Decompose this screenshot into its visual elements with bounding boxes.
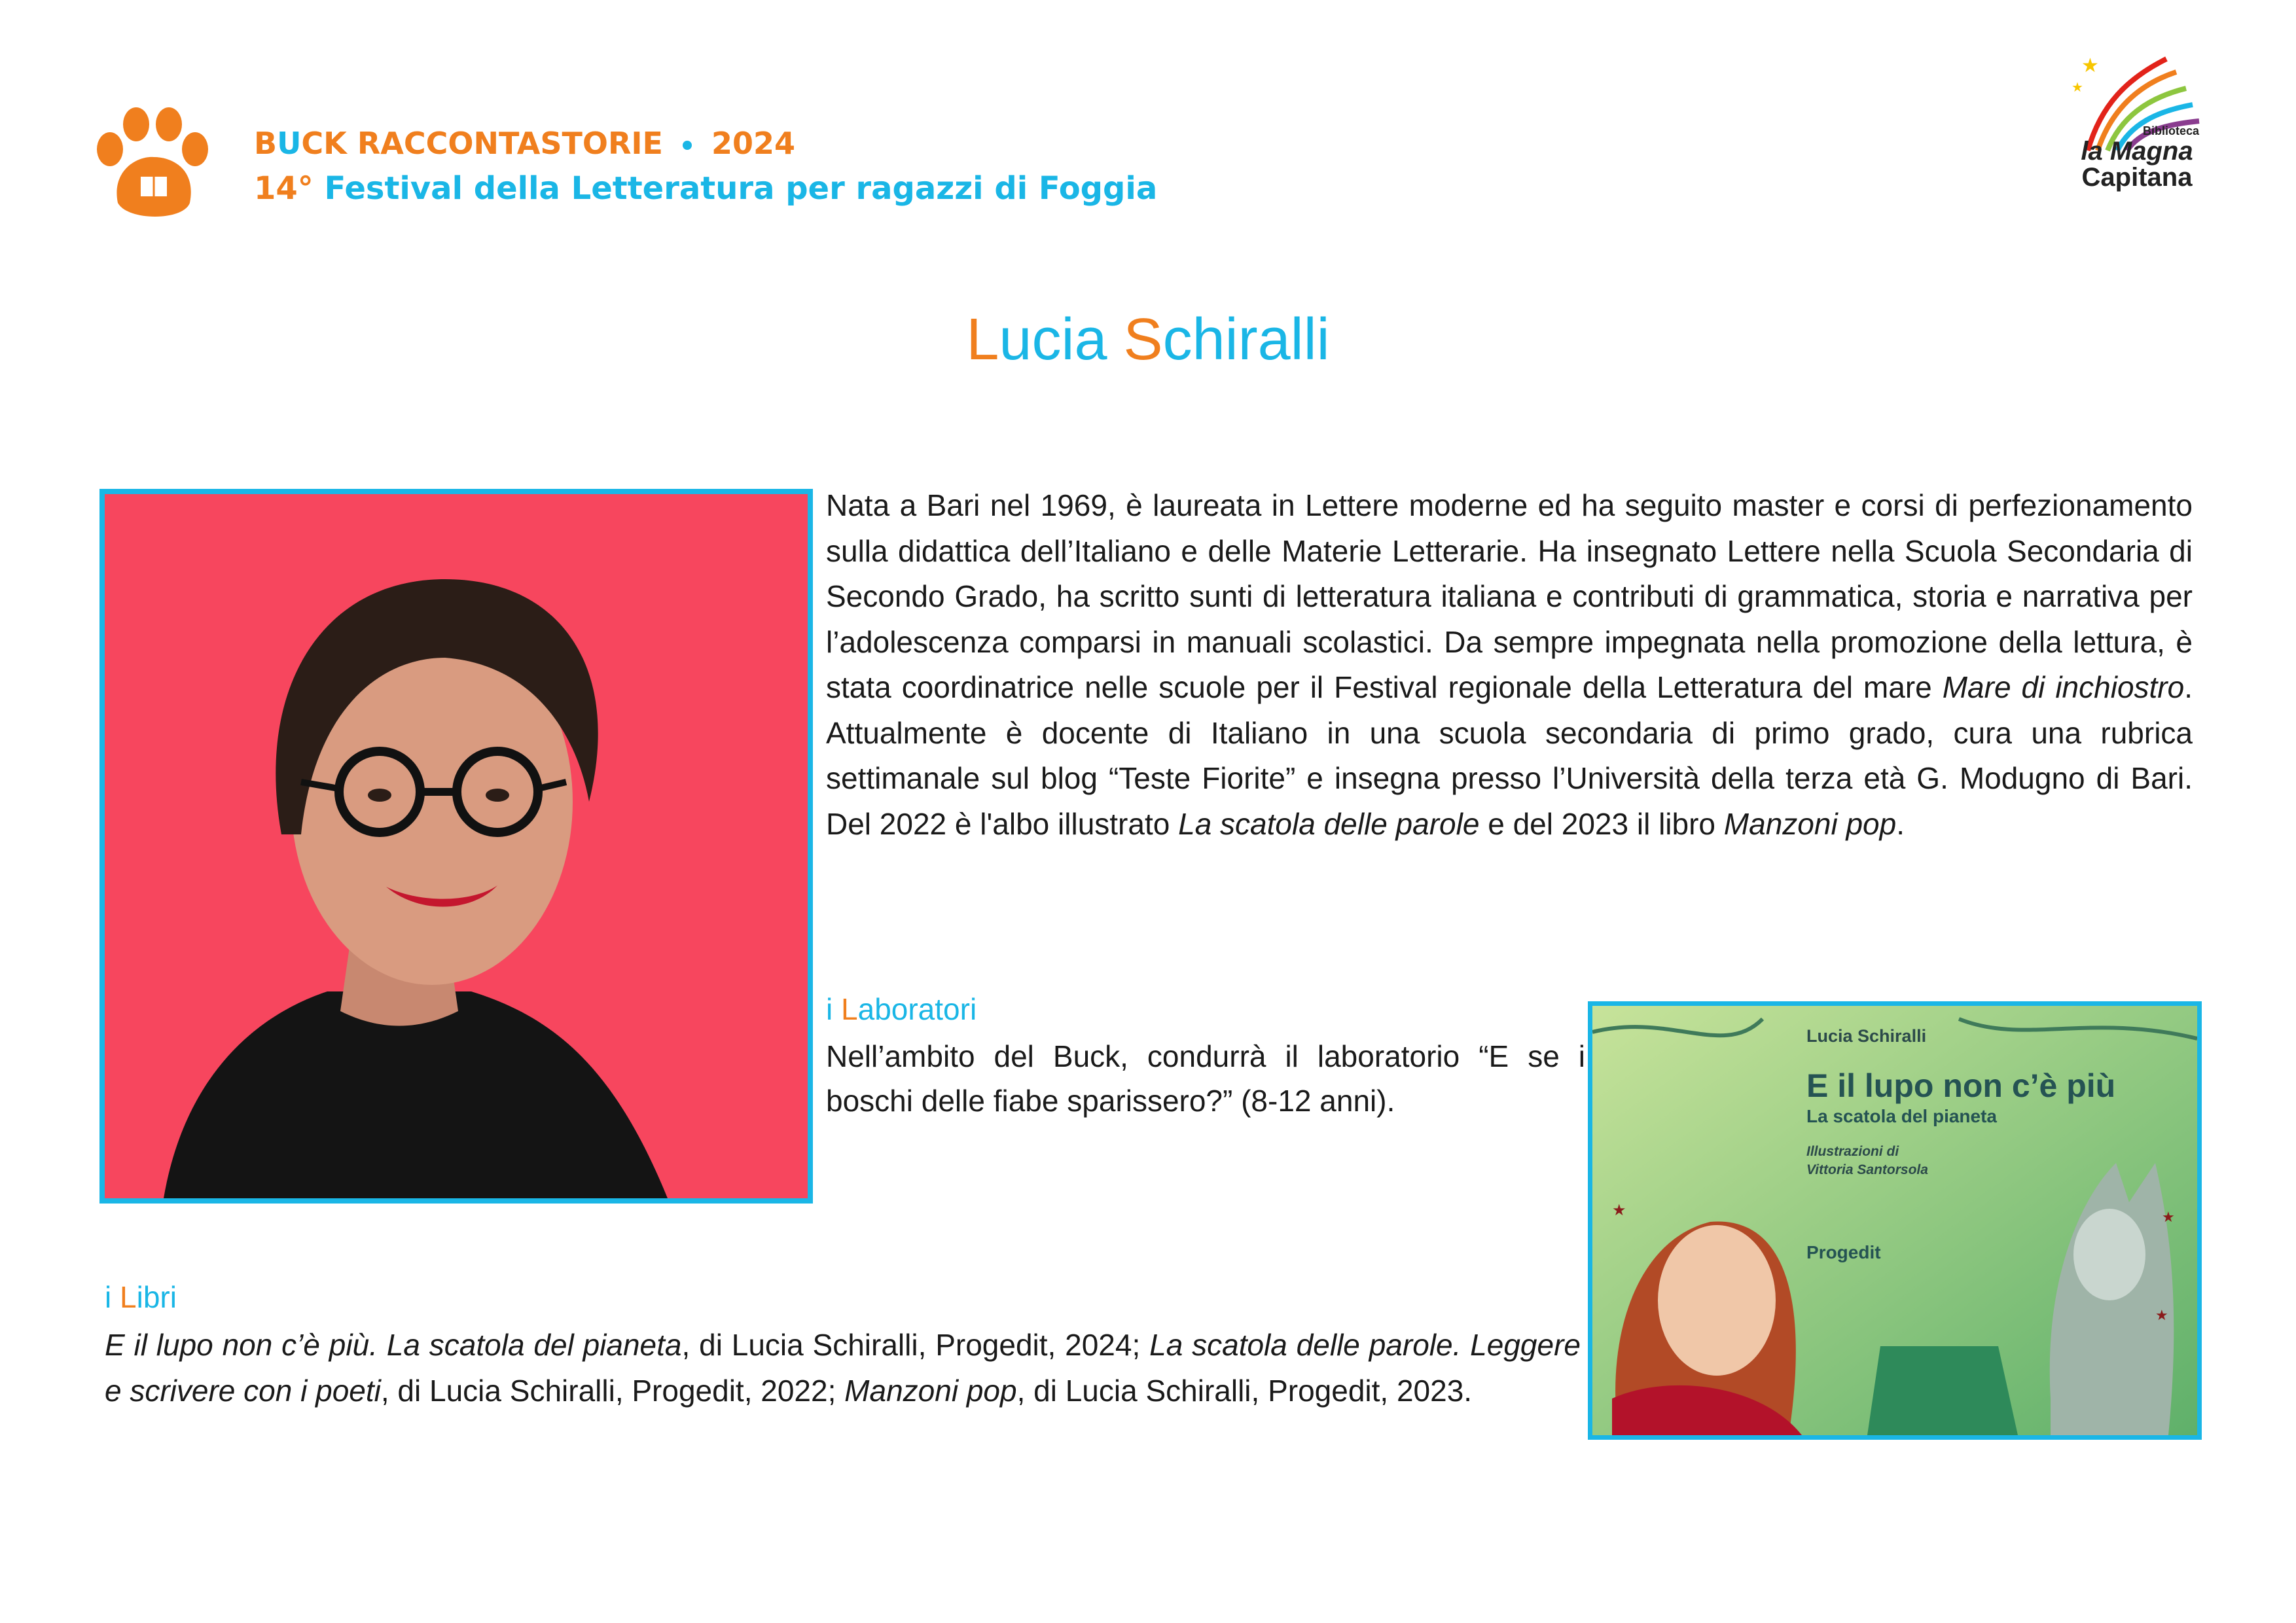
svg-text:★: ★ — [2162, 1209, 2175, 1225]
author-portrait — [99, 489, 813, 1204]
cover-subtitle: La scatola del pianeta — [1806, 1106, 1997, 1126]
laboratori-heading: i Laboratori — [826, 992, 977, 1026]
cover-author: Lucia Schiralli — [1806, 1026, 1927, 1046]
author-name: Lucia Schiralli — [966, 307, 1330, 372]
svg-text:★: ★ — [2081, 55, 2099, 77]
cover-publisher: Progedit — [1806, 1242, 1881, 1262]
cover-illustrator: Illustrazioni di Vittoria Santorsola — [1806, 1144, 1928, 1177]
festival-title: BUCK RACCONTASTORIE 2024 — [254, 126, 795, 161]
separator-dot-icon — [683, 141, 692, 150]
festival-subtitle: 14° Festival della Letteratura per ragazzi di Foggia — [254, 170, 1158, 207]
cover-title: E il lupo non c’è più — [1806, 1067, 2116, 1104]
svg-text:★: ★ — [2072, 80, 2083, 95]
libri-list: E il lupo non c’è più. La scatola del pianeta, di Lucia Schiralli, Progedit, 2024; La scatola delle parole. Leggere e scrivere con i poeti, di Lucia Schiralli, Progedit, 2022; Manzoni pop, di Lucia Schiralli, Progedit, 2023. — [105, 1328, 1581, 1408]
portrait-illustration — [105, 494, 808, 1198]
libri-heading: i Libri — [105, 1280, 177, 1314]
svg-text:★: ★ — [2155, 1307, 2168, 1323]
paw-logo — [92, 105, 216, 223]
svg-text:★: ★ — [1612, 1202, 1626, 1219]
laboratori-text: Nell’ambito del Buck, condurrà il laboratorio “E se i boschi delle fiabe sparissero?” (8-12 anni). — [826, 1039, 1585, 1118]
author-bio: Nata a Bari nel 1969, è laureata in Lettere moderne ed ha seguito master e corsi di perfezionamento sulla didattica dell’Italiano e delle Materie Letterarie. Ha insegnato Lettere nella Scuola Secondaria di Secondo Grado, ha scritto sunti di letteratura italiana e contributi di grammatica, storia e narrativa per l’adolescenza comparsi in manuali scolastici. Da sempre impegnata nella promozione della lettura, è stata coordinatrice nelle scuole per il Festival regionale della Letteratura del mare Mare di inchiostro. Attualmente è docente di Italiano in una scuola secondaria di primo grado, cura una rubrica settimanale sul blog “Teste Fiorite” e insegna presso l’Università della terza età G. Modugno di Bari. Del 2022 è l'albo illustrato La scatola delle parole e del 2023 il libro Manzoni pop. — [826, 488, 2193, 841]
biblioteca-logo-text: Biblioteca la Magna Capitana — [2081, 124, 2199, 192]
